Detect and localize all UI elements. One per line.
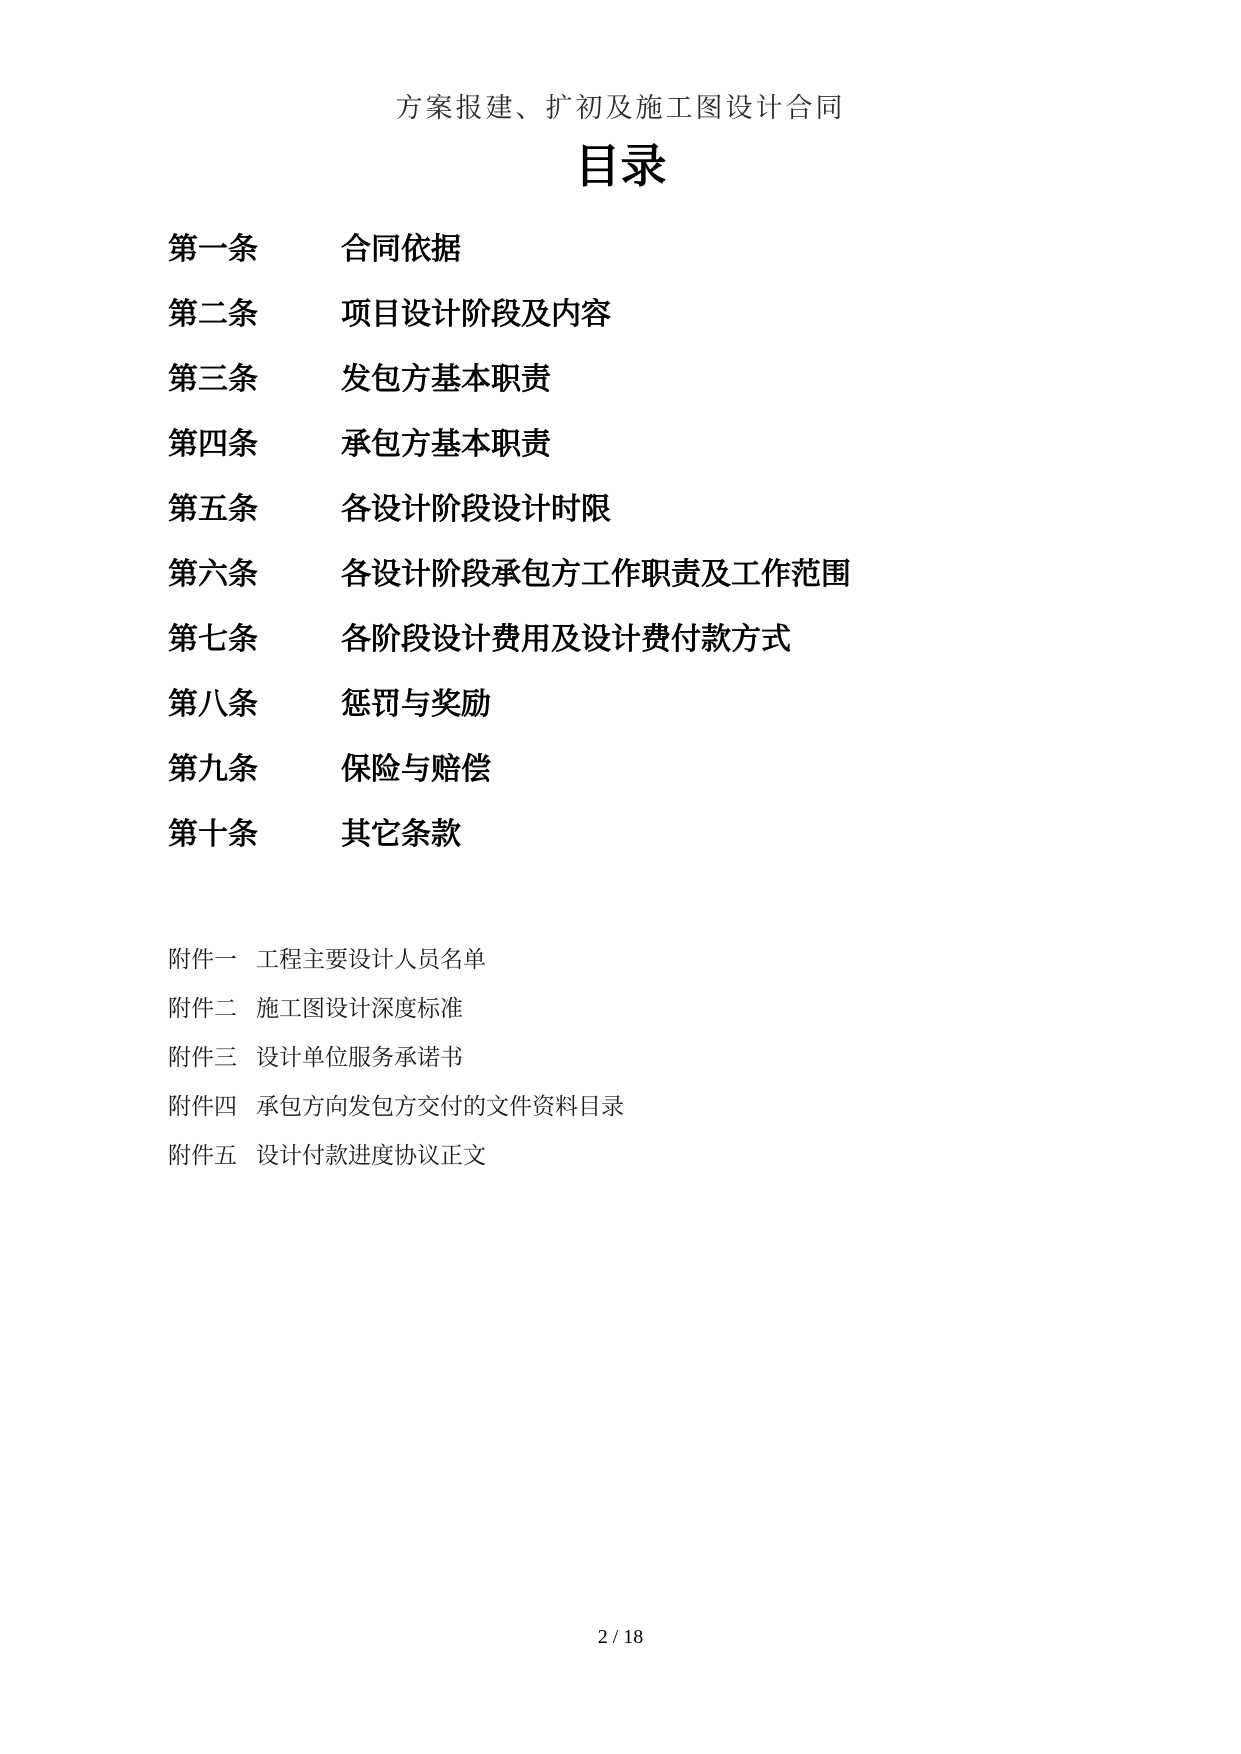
article-number: 第四条 [168, 427, 258, 462]
appendix-number: 附件五 [168, 1143, 237, 1169]
appendix-number: 附件二 [168, 996, 237, 1022]
appendix-entry [168, 945, 624, 994]
article-entry [168, 232, 851, 297]
article-entry [168, 687, 851, 752]
document-header: 方案报建、扩初及施工图设计合同 [395, 93, 846, 124]
appendix-title: 设计单位服务承诺书 [256, 1045, 463, 1071]
article-number: 第十条 [168, 817, 258, 852]
appendix-entry [168, 1141, 624, 1190]
article-title: 惩罚与奖励 [341, 687, 491, 722]
article-title: 发包方基本职责 [341, 362, 551, 397]
article-number: 第七条 [168, 622, 258, 657]
appendix-entry [168, 994, 624, 1043]
appendix-title: 设计付款进度协议正文 [256, 1143, 486, 1169]
appendix-title: 施工图设计深度标准 [256, 996, 463, 1022]
article-entry [168, 492, 851, 557]
article-number: 第九条 [168, 752, 258, 787]
article-list [168, 232, 851, 882]
appendix-entry [168, 1043, 624, 1092]
toc-title: 目录 [574, 139, 667, 193]
article-title: 其它条款 [341, 817, 461, 852]
article-entry [168, 427, 851, 492]
article-number: 第二条 [168, 297, 258, 332]
article-number: 第八条 [168, 687, 258, 722]
article-title: 项目设计阶段及内容 [341, 297, 611, 332]
article-entry [168, 817, 851, 882]
article-number: 第一条 [168, 232, 258, 267]
article-entry [168, 557, 851, 622]
article-title: 合同依据 [341, 232, 461, 267]
article-entry [168, 752, 851, 817]
appendix-number: 附件一 [168, 947, 237, 973]
article-title: 各设计阶段承包方工作职责及工作范围 [341, 557, 851, 592]
article-number: 第五条 [168, 492, 258, 527]
appendix-title: 工程主要设计人员名单 [256, 947, 486, 973]
article-number: 第三条 [168, 362, 258, 397]
article-title: 各设计阶段设计时限 [341, 492, 611, 527]
appendix-number: 附件三 [168, 1045, 237, 1071]
page-number: 2 / 18 [597, 1626, 644, 1648]
appendix-entry [168, 1092, 624, 1141]
article-number: 第六条 [168, 557, 258, 592]
article-entry [168, 297, 851, 362]
article-title: 各阶段设计费用及设计费付款方式 [341, 622, 791, 657]
article-entry [168, 362, 851, 427]
article-title: 保险与赔偿 [341, 752, 491, 787]
article-title: 承包方基本职责 [341, 427, 551, 462]
appendix-list [168, 945, 624, 1190]
article-entry [168, 622, 851, 687]
appendix-title: 承包方向发包方交付的文件资料目录 [256, 1094, 624, 1120]
appendix-number: 附件四 [168, 1094, 237, 1120]
